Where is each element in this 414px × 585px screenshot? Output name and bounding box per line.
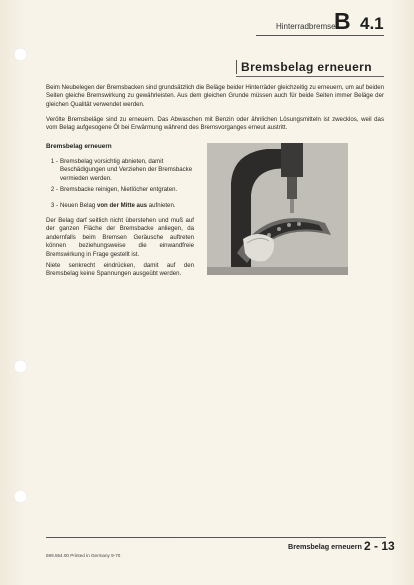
step-1 (46, 158, 196, 183)
header-title: Hinterradbremse (276, 22, 336, 31)
press-head (281, 143, 303, 177)
punch-hole-bottom (14, 490, 27, 503)
rivet-punch (290, 199, 294, 213)
page-number: 2 - 13 (364, 539, 395, 553)
print-line: 599.554.00 Printed in Germany 9-70 (46, 553, 121, 558)
step-2 (46, 186, 196, 194)
header-divider (256, 35, 384, 36)
step-emphasis: von der Mitte aus (96, 202, 148, 209)
header-section-letter: B (334, 8, 351, 34)
step-text: Bremsbacke reinigen, Nietlöcher entgraten. (60, 186, 178, 193)
step-text: Bremsbelag vorsichtig abnieten, damit Beschädigungen und Verziehen der Bremsbacke vermieden werden. (60, 158, 193, 182)
step-number: 2 - (50, 186, 58, 193)
rivet-note-paragraph: Niete senkrecht eindrücken, damit auf den Bremsbelag keine Spannungen ausgeübt werden. (46, 262, 194, 278)
step-3 (46, 202, 196, 210)
oil-note-paragraph: Verölte Bremsbeläge sind zu erneuern. Das Abwaschen mit Benzin oder ähnlichen Lösungsmitteln ist zwecklos, weil das vom Belag aufgesogene Öl bei Erwärmung während des Bremsvorganges erneut austritt. (46, 116, 384, 132)
punch-hole-middle (14, 360, 27, 373)
intro-paragraph: Beim Neubelegen der Bremsbacken sind grundsätzlich die Beläge beider Hinterräder gleichzeitig zu erneuern, um auf beiden Seiten gleiche Bremswirkung zu gewährleisten. Aus dem gleichen Grunde müssen auch für beide Seiten immer Beläge der gleichen Qualität verwendet werden. (46, 84, 384, 108)
step-number: 3 - (50, 202, 58, 209)
section-title: Bremsbelag erneuern (236, 60, 372, 74)
step-number: 1 - (50, 158, 58, 165)
workbench (207, 267, 348, 275)
step-text: Neuen Belag von der Mitte aus aufnieten. (60, 202, 176, 209)
riveting-photo (207, 143, 348, 275)
procedure-heading: Bremsbelag erneuern (46, 143, 112, 150)
footer-divider (46, 537, 386, 538)
press-spindle (287, 177, 297, 199)
header-section-number: 4.1 (360, 14, 384, 33)
contact-note-paragraph: Der Belag darf seitlich nicht überstehen und muß auf der ganzen Fläche der Bremsbacke anliegen, da andernfalls beim Bremsen Geräusche auftreten können beziehungsweise die einwandfreie Bremswirkung in Frage gestellt ist. (46, 217, 194, 258)
section-title-divider (236, 76, 384, 77)
footer-title: Bremsbelag erneuern (288, 542, 362, 551)
punch-hole-top (14, 48, 27, 61)
